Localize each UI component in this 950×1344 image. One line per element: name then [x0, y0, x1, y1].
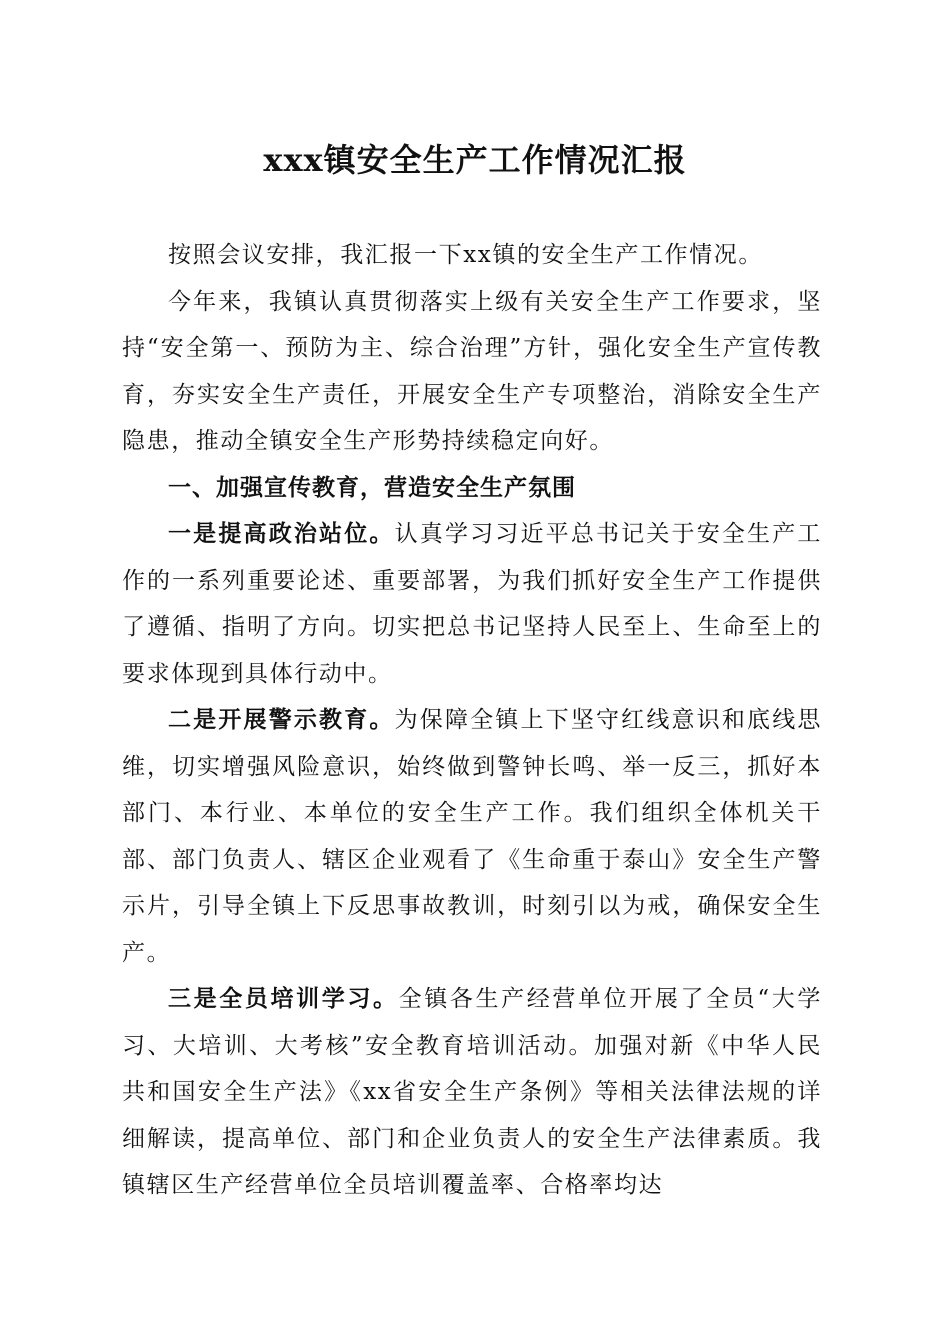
point-paragraph	[122, 697, 822, 976]
intro-paragraph	[122, 232, 822, 279]
document-title: xxx镇安全生产工作情况汇报	[263, 141, 687, 179]
document-body	[122, 232, 822, 1209]
point-paragraph	[122, 976, 822, 1209]
point-text: 为保障全镇上下坚守红线意识和底线思维，切实增强风险意识，始终做到警钟长鸣、举一反三，抓好本部门、本行业、本单位的安全生产工作。我们组织全体机关干部、部门负责人、辖区企业观看了《生命重于泰山》安全生产警示片，引导全镇上下反思事故教训，时刻引以为戒，确保安全生产。	[122, 707, 823, 966]
point-text: 认真学习习近平总书记关于安全生产工作的一系列重要论述、重要部署，为我们抓好安全生产工作提供了遵循、指明了方向。切实把总书记坚持人民至上、生命至上的要求体现到具体行动中。	[122, 521, 823, 687]
heading-text: 一、加强宣传教育，营造安全生产氛围	[168, 474, 576, 501]
point-text: 全镇各生产经营单位开展了全员“大学习、大培训、大考核”安全教育培训活动。加强对新《中华人民共和国安全生产法》《xx省安全生产条例》等相关法律法规的详细解读，提高单位、部门和企业负责人的安全生产法律素质。我镇辖区生产经营单位全员培训覆盖率、合格率均达	[122, 986, 822, 1198]
point-lead: 三是全员培训学习。	[168, 985, 399, 1012]
point-paragraph	[122, 511, 822, 697]
paragraph-text: 今年来，我镇认真贯彻落实上级有关安全生产工作要求，坚持“安全第一、预防为主、综合治理”方针，强化安全生产宣传教育，夯实安全生产责任，开展安全生产专项整治，消除安全生产隐患，推动全镇安全生产形势持续稳定向好。	[122, 288, 822, 454]
paragraph-text: 按照会议安排，我汇报一下xx镇的安全生产工作情况。	[168, 242, 763, 268]
section-heading	[122, 465, 822, 512]
point-lead: 二是开展警示教育。	[168, 706, 395, 733]
overview-paragraph	[122, 279, 822, 465]
point-lead: 一是提高政治站位。	[168, 520, 395, 547]
